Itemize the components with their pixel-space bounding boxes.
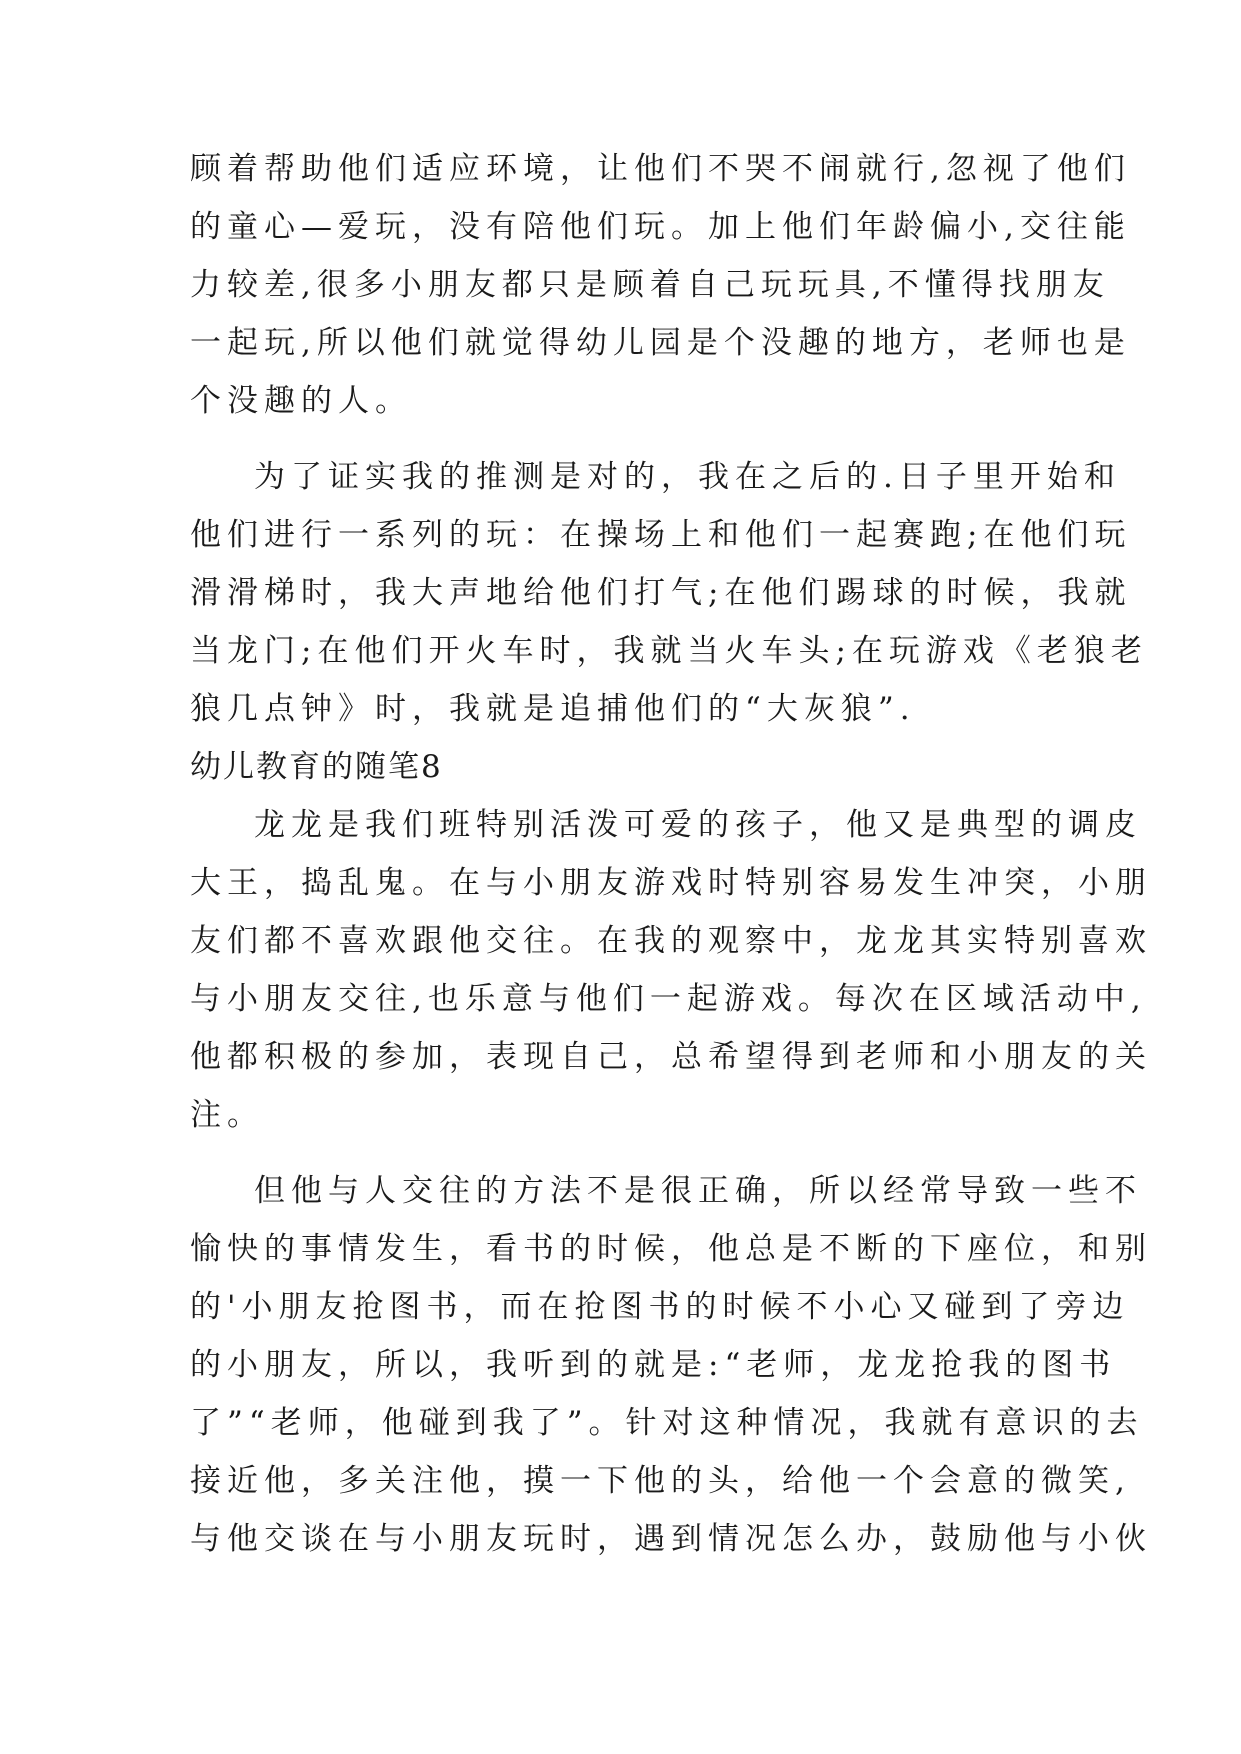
text-line: 他们进行一系列的玩：在操场上和他们一起赛跑;在他们玩 bbox=[190, 517, 1132, 553]
paragraph-2 bbox=[190, 448, 1148, 738]
text-line: 的童心—爱玩，没有陪他们玩。加上他们年龄偏小,交往能 bbox=[190, 209, 1131, 245]
text-line: 的小朋友，所以，我听到的就是:“老师，龙龙抢我的图书 bbox=[190, 1347, 1117, 1383]
text-line: 大王，捣乱鬼。在与小朋友游戏时特别容易发生冲突，小朋 bbox=[190, 865, 1152, 901]
text-line: 注。 bbox=[190, 1097, 264, 1133]
text-line: 了”“老师，他碰到我了”。针对这种情况，我就有意识的去 bbox=[190, 1405, 1144, 1441]
text-line: 当龙门;在他们开火车时，我就当火车头;在玩游戏《老狼老 bbox=[190, 633, 1148, 669]
text-line: 龙龙是我们班特别活泼可爱的孩子，他又是典型的调皮 bbox=[254, 807, 1142, 843]
text-line: 狼几点钟》时，我就是追捕他们的“大灰狼”. bbox=[190, 691, 916, 727]
text-line: 与他交谈在与小朋友玩时，遇到情况怎么办，鼓励他与小伙 bbox=[190, 1521, 1152, 1557]
text-line: 一起玩,所以他们就觉得幼儿园是个没趣的地方，老师也是 bbox=[190, 325, 1131, 361]
text-line: 愉快的事情发生，看书的时候，他总是不断的下座位，和别 bbox=[190, 1231, 1152, 1267]
text-line: 友们都不喜欢跟他交往。在我的观察中，龙龙其实特别喜欢 bbox=[190, 923, 1152, 959]
paragraph-3 bbox=[190, 796, 1152, 1144]
text-line: 为了证实我的推测是对的，我在之后的.日子里开始和 bbox=[254, 459, 1121, 495]
paragraph-gap bbox=[190, 430, 1050, 448]
text-line: 个没趣的人。 bbox=[190, 383, 412, 419]
text-line: 滑滑梯时，我大声地给他们打气;在他们踢球的时候，我就 bbox=[190, 575, 1132, 611]
text-line: 他都积极的参加，表现自己，总希望得到老师和小朋友的关 bbox=[190, 1039, 1152, 1075]
text-line: 力较差,很多小朋友都只是顾着自己玩玩具,不懂得找朋友 bbox=[190, 267, 1110, 303]
text-line: 顾着帮助他们适应环境，让他们不哭不闹就行,忽视了他们 bbox=[190, 151, 1131, 187]
section-heading: 幼儿教育的随笔8 bbox=[190, 749, 443, 785]
text-line: 但他与人交往的方法不是很正确，所以经常导致一些不 bbox=[254, 1173, 1142, 1209]
paragraph-gap bbox=[190, 1144, 1050, 1162]
text-line: 的'小朋友抢图书，而在抢图书的时候不小心又碰到了旁边 bbox=[190, 1289, 1130, 1325]
document-page bbox=[190, 140, 1152, 1568]
text-line: 与小朋友交往,也乐意与他们一起游戏。每次在区域活动中, bbox=[190, 981, 1147, 1017]
paragraph-4 bbox=[190, 1162, 1152, 1568]
paragraph-1 bbox=[190, 140, 1131, 430]
text-line: 接近他，多关注他，摸一下他的头，给他一个会意的微笑, bbox=[190, 1463, 1131, 1499]
